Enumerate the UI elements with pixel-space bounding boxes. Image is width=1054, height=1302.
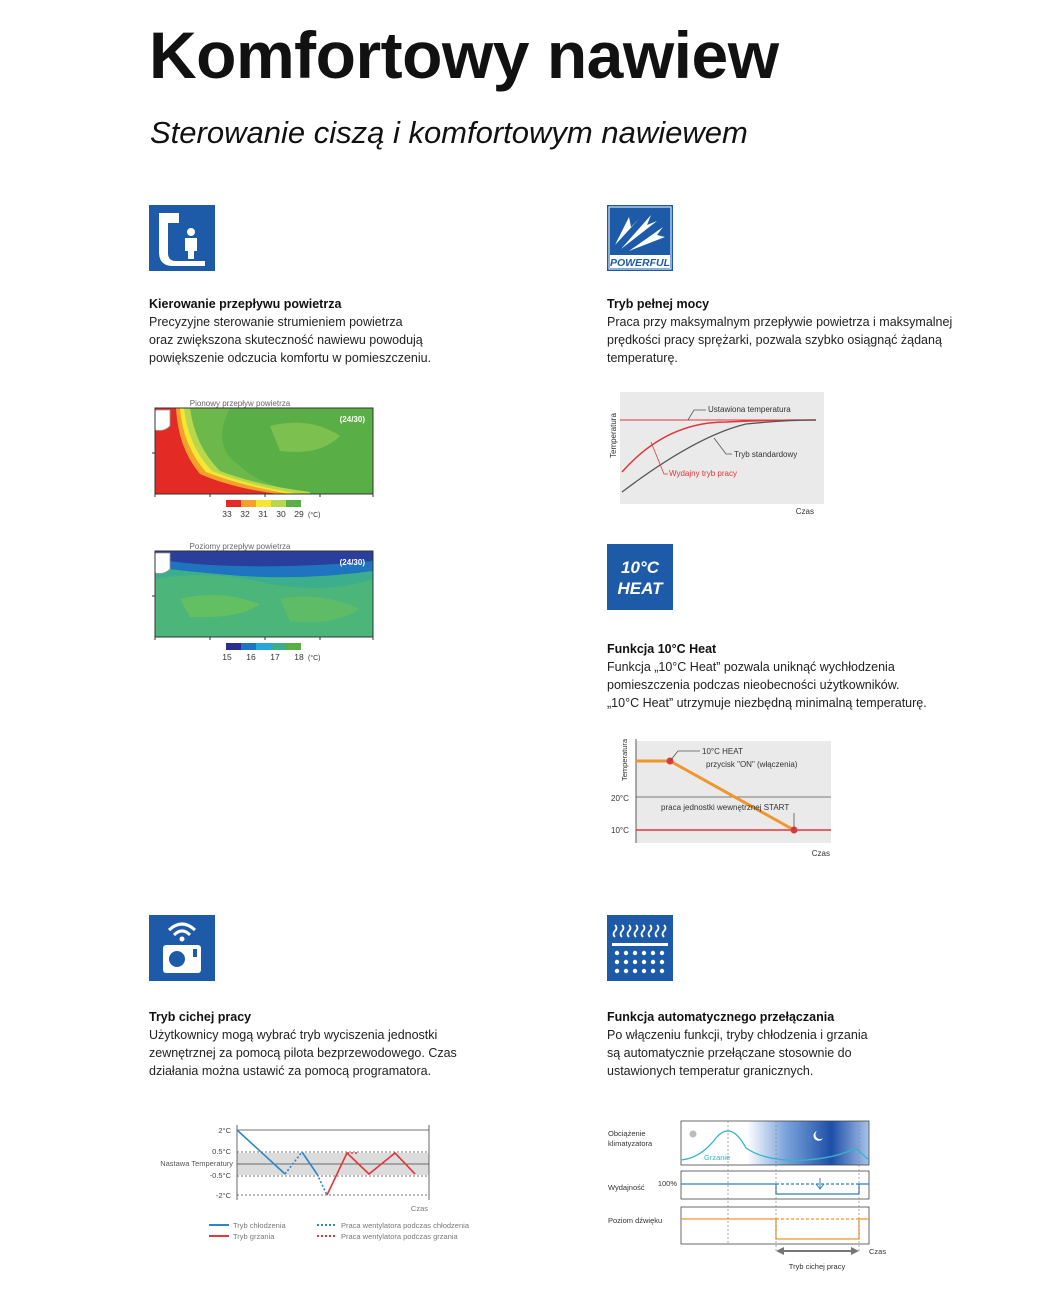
svg-text:POWERFUL: POWERFUL [609, 257, 671, 269]
svg-text:10°C: 10°C [611, 826, 629, 835]
vertical-chart-badge: (24/30) [339, 415, 365, 424]
horizontal-chart-label: Poziomy przepływ powietrza [189, 542, 291, 551]
svg-text:Czas: Czas [410, 1204, 428, 1213]
airflow-title: Kierowanie przepływu powietrza [149, 297, 342, 311]
svg-text:(°C): (°C) [308, 655, 321, 662]
svg-text:klimatyzatora: klimatyzatora [608, 1139, 653, 1148]
svg-text:Tryb grzania: Tryb grzania [233, 1232, 275, 1241]
svg-text:20°C: 20°C [611, 794, 629, 803]
quiet-chart [147, 1120, 492, 1255]
svg-text:32: 32 [240, 509, 250, 519]
svg-text:100%: 100% [657, 1179, 677, 1188]
svg-text:Tryb chłodzenia: Tryb chłodzenia [233, 1221, 286, 1230]
heat10-description: Funkcja „10°C Heat” pozwala uniknąć wychłodzenia pomieszczenia podczas nieobecności użytkowników. „10°C Heat” utrzymuje niezbędną minimalną temperaturę. [607, 660, 927, 710]
svg-text:18: 18 [294, 652, 304, 662]
powerful-ylabel: Temperatura [609, 413, 618, 458]
horizontal-airflow-heatmap [150, 539, 390, 674]
auto-title: Funkcja automatycznego przełączania [607, 1010, 835, 1024]
powerful-chart [606, 392, 826, 527]
vertical-airflow-heatmap [150, 396, 390, 531]
svg-text:-0.5°C: -0.5°C [209, 1171, 231, 1180]
svg-text:Czas: Czas [869, 1247, 887, 1256]
airflow-direction-icon [149, 205, 215, 271]
powerful-icon [607, 205, 673, 271]
page-title: Komfortowy nawiew [149, 18, 779, 92]
svg-text:Czas: Czas [811, 849, 830, 858]
svg-text:Poziom dźwięku: Poziom dźwięku [608, 1216, 663, 1225]
svg-text:Obciążenie: Obciążenie [608, 1129, 646, 1138]
auto-switch-icon [607, 915, 673, 981]
svg-text:33: 33 [222, 509, 232, 519]
airflow-description: Precyzyjne sterowanie strumieniem powietrza oraz zwiększona skuteczność nawiewu powodują powiększenie odczucia komfortu w pomieszczeniu. [149, 315, 432, 365]
svg-text:Praca wentylatora podczas grza: Praca wentylatora podczas grzania [341, 1232, 458, 1241]
svg-text:Tryb standardowy: Tryb standardowy [734, 450, 798, 459]
quiet-remote-icon [149, 915, 215, 981]
svg-text:praca jednostki wewnętrznej ST: praca jednostki wewnętrznej START [661, 803, 790, 812]
svg-text:Temperatura: Temperatura [620, 738, 629, 781]
svg-text:17: 17 [270, 652, 280, 662]
heat10-chart [606, 735, 836, 870]
svg-text:15: 15 [222, 652, 232, 662]
svg-text:Wydajny tryb pracy: Wydajny tryb pracy [669, 469, 737, 478]
svg-text:-2°C: -2°C [215, 1191, 231, 1200]
quiet-title: Tryb cichej pracy [149, 1010, 252, 1024]
svg-text:(°C): (°C) [308, 512, 321, 519]
heat10-title: Funkcja 10°C Heat [607, 642, 717, 656]
svg-text:Tryb cichej pracy: Tryb cichej pracy [788, 1262, 846, 1271]
auto-switch-chart [606, 1118, 896, 1283]
svg-text:10°C HEAT: 10°C HEAT [702, 747, 743, 756]
svg-text:Grzanie: Grzanie [704, 1153, 731, 1162]
powerful-title: Tryb pełnej mocy [607, 297, 710, 311]
svg-text:29: 29 [294, 509, 304, 519]
svg-text:Czas: Czas [795, 507, 814, 516]
vertical-chart-label: Pionowy przepływ powietrza [189, 399, 291, 408]
svg-text:2°C: 2°C [218, 1126, 231, 1135]
horizontal-chart-badge: (24/30) [339, 558, 365, 567]
svg-text:0.5°C: 0.5°C [212, 1147, 231, 1156]
svg-text:Ustawiona temperatura: Ustawiona temperatura [708, 405, 791, 414]
svg-text:30: 30 [276, 509, 286, 519]
svg-text:31: 31 [258, 509, 268, 519]
powerful-description: Praca przy maksymalnym przepływie powietrza i maksymalnej prędkości pracy sprężarki, pozwala szybko osiągnąć żądaną temperaturę. [607, 315, 953, 365]
svg-text:Nastawa Temperatury: Nastawa Temperatury [160, 1159, 233, 1168]
page-subtitle: Sterowanie ciszą i komfortowym nawiewem [150, 115, 748, 150]
heat-10c-icon [607, 544, 673, 610]
svg-text:16: 16 [246, 652, 256, 662]
svg-text:10°C: 10°C [621, 558, 659, 577]
auto-description: Po włączeniu funkcji, tryby chłodzenia i grzania są automatycznie przełączane stosownie do ustawionych temperatur granicznych. [607, 1028, 868, 1078]
svg-text:HEAT: HEAT [617, 579, 663, 598]
svg-text:przycisk "ON" (włączenia): przycisk "ON" (włączenia) [706, 760, 798, 769]
svg-text:Wydajność: Wydajność [608, 1183, 645, 1192]
svg-text:Praca wentylatora podczas chło: Praca wentylatora podczas chłodzenia [341, 1221, 469, 1230]
quiet-description: Użytkownicy mogą wybrać tryb wyciszenia jednostki zewnętrznej za pomocą pilota bezprzewodowego. Czas działania można ustawić za pomocą programatora. [149, 1028, 457, 1078]
